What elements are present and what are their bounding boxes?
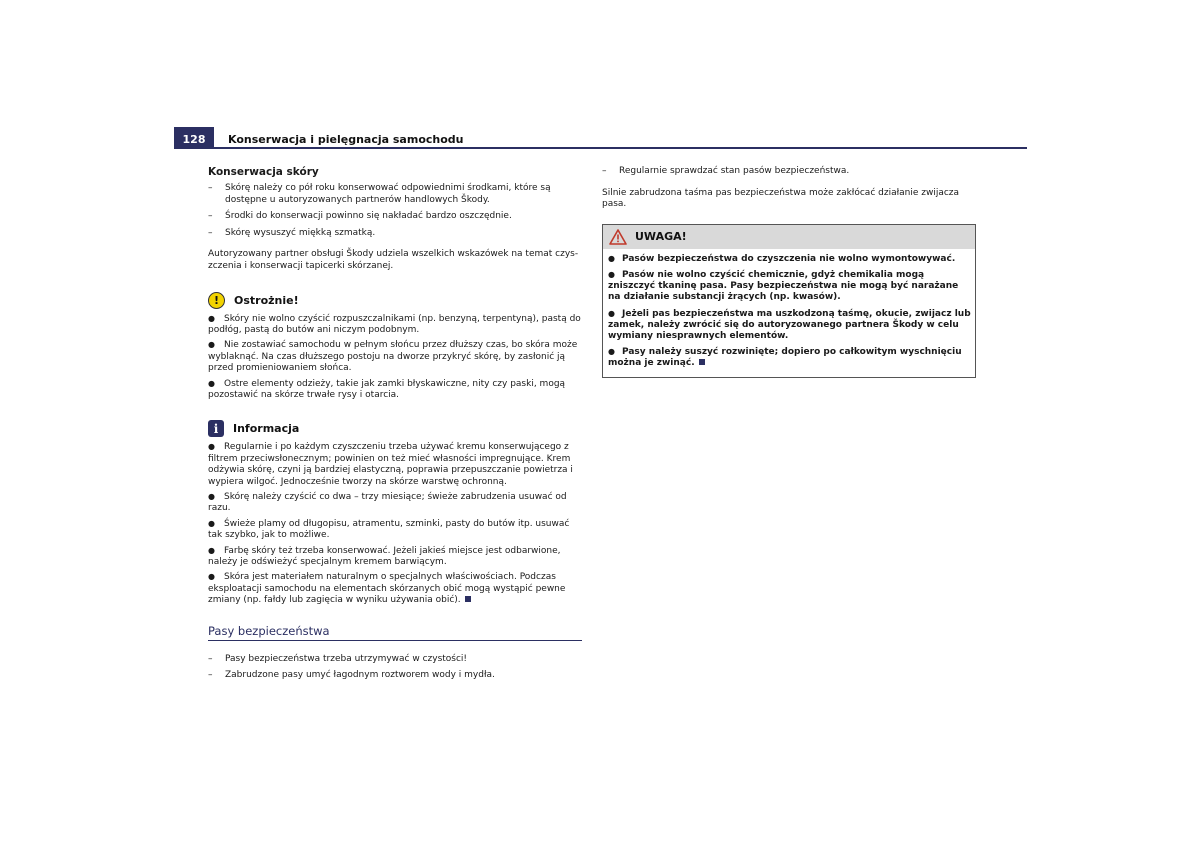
section-end-icon bbox=[699, 359, 705, 365]
bullet-icon: ● bbox=[208, 313, 215, 323]
info-item: ● Farbę skóry też trzeba konserwować. Jeżeli jakieś miejsce jest odbarwione, należy je odświeżyć specjalnym kremem barwiącym. bbox=[208, 545, 561, 568]
caution-item: ● Nie zostawiać samochodu w pełnym słońcu przez dłuższy czas, bo skóra może wyblaknąć. Na czas dłuższego postoju na dworze przykryć skórę, by zasłonić ją przed promieniowaniem słońca. bbox=[208, 340, 578, 374]
partner-paragraph: Autoryzowany partner obsługi Škody udziela wszelkich wskazówek na temat czys-zczenia i konserwacji tapicerki skórzanej. bbox=[208, 249, 579, 271]
caution-title: Ostrożnie! bbox=[234, 293, 299, 307]
leather-heading: Konserwacja skóry bbox=[208, 166, 319, 178]
belt-step: – Pasy bezpieczeństwa trzeba utrzymywać w czystości! bbox=[208, 654, 582, 666]
bullet-icon: ● bbox=[608, 308, 615, 318]
warning-body bbox=[603, 249, 975, 377]
info-item: ● Skórę należy czyścić co dwa – trzy miesiące; świeże zabrudzenia usuwać od razu. bbox=[208, 492, 567, 514]
bullet-icon: ● bbox=[208, 572, 215, 582]
warning-item: ● Pasów nie wolno czyścić chemicznie, gdyż chemikalia mogą zniszczyć tkaninę pasa. Pasy bezpieczeństwa nie mogą być narażane na działanie substancji żrących (np. kwasów). bbox=[608, 269, 959, 303]
info-item: ● Regularnie i po każdym czyszczeniu trzeba używać kremu konserwującego z filtrem przeciwsłonecznym; powinien on też mieć własności impregnujące. Krem odżywia skórę, czyni ją bardziej elastyczną, poprawia przepuszczanie powietrza i wypiera wilgoć. Jednocześnie tworzy na skórze warstwę ochronną. bbox=[208, 442, 573, 487]
section-end-icon bbox=[465, 596, 471, 602]
bullet-icon: ● bbox=[208, 340, 215, 350]
page-number: 128 bbox=[174, 127, 214, 149]
bullet-icon: ● bbox=[208, 378, 215, 388]
page-header bbox=[174, 127, 1027, 149]
warning-box bbox=[602, 224, 976, 378]
warning-title: UWAGA! bbox=[635, 230, 687, 244]
dirty-belt-paragraph: Silnie zabrudzona taśma pas bezpieczeństwa może zakłócać działanie zwijacza pasa. bbox=[602, 187, 960, 210]
warning-header bbox=[603, 225, 975, 249]
caution-icon: ! bbox=[208, 292, 225, 309]
info-item: ● Świeże plamy od długopisu, atramentu, szminki, pasty do butów itp. usuwać tak szybko, jak to możliwe. bbox=[208, 518, 570, 541]
belt-step: – Zabrudzone pasy umyć łagodnym roztworem wody i mydła. bbox=[208, 670, 582, 682]
belts-steps bbox=[208, 654, 582, 682]
bullet-icon: ● bbox=[208, 492, 215, 502]
bullet-icon: ● bbox=[208, 442, 215, 452]
leather-step: – Skórę wysuszyć miękką szmatką. bbox=[208, 228, 582, 240]
warning-item: ● Jeżeli pas bezpieczeństwa ma uszkodzoną taśmę, okucie, zwijacz lub zamek, należy zwrócić się do autoryzowanego partnera Škody w celu wymiany niesprawnych elementów. bbox=[608, 308, 971, 341]
belts-section-heading: Pasy bezpieczeństwa bbox=[208, 624, 582, 641]
bullet-icon: ● bbox=[208, 545, 215, 555]
right-column bbox=[602, 166, 976, 378]
belt-step: – Regularnie sprawdzać stan pasów bezpieczeństwa. bbox=[602, 166, 976, 178]
bullet-icon: ● bbox=[208, 518, 215, 528]
leather-step: – Środki do konserwacji powinno się nakładać bardzo oszczędnie. bbox=[208, 211, 582, 223]
chapter-title: Konserwacja i pielęgnacja samochodu bbox=[228, 133, 464, 146]
info-header bbox=[208, 420, 582, 437]
bullet-icon: ● bbox=[608, 269, 615, 279]
caution-item: ● Ostre elementy odzieży, takie jak zamki błyskawiczne, nity czy paski, mogą pozostawić na skórze trwałe rysy i otarcia. bbox=[208, 378, 566, 400]
caution-header bbox=[208, 292, 582, 309]
warning-item: ● Pasów bezpieczeństwa do czyszczenia nie wolno wymontowywać. bbox=[608, 253, 956, 264]
header-rule bbox=[214, 147, 1027, 149]
leather-step: – Skórę należy co pół roku konserwować odpowiednimi środkami, które są dostępne u autoryzowanych partnerów handlowych Škody. bbox=[208, 183, 582, 206]
bullet-icon: ● bbox=[608, 347, 615, 357]
bullet-icon: ● bbox=[608, 253, 615, 263]
left-column bbox=[208, 166, 582, 687]
info-icon: i bbox=[208, 420, 224, 437]
caution-item: ● Skóry nie wolno czyścić rozpuszczalnikami (np. benzyną, terpentyną), pastą do podłóg, pastą do butów ani niczym podobnym. bbox=[208, 313, 581, 335]
warning-triangle-icon bbox=[609, 229, 627, 245]
warning-item: ● Pasy należy suszyć rozwinięte; dopiero po całkowitym wyschnięciu można je zwinąć. bbox=[608, 347, 962, 369]
info-item: ● Skóra jest materiałem naturalnym o specjalnych właściwościach. Podczas eksploatacji samochodu na elementach skórzanych obić mogą wystąpić pewne zmiany (np. fałdy lub zagięcia w wyniku używania obić). bbox=[208, 572, 566, 606]
info-title: Informacja bbox=[233, 422, 300, 436]
